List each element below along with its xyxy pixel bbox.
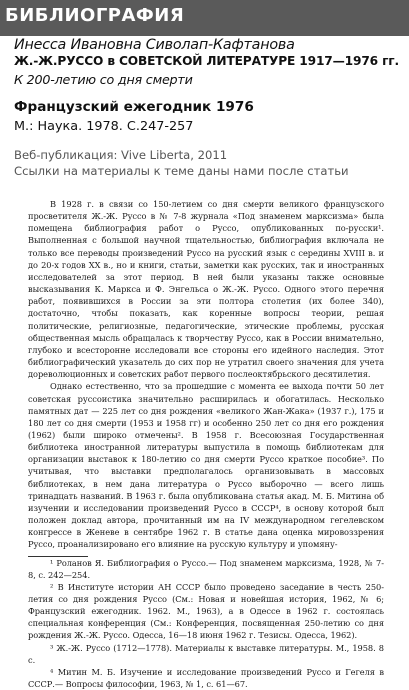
footnote: ¹ Роланов Я. Библиография о Руссо.— Под знаменем марксизма, 1928, № 7-8, с. 242—254. (28, 557, 384, 580)
banner-title: БИБЛИОГРАФИЯ (5, 5, 185, 26)
references-note: Ссылки на материалы к теме даны нами после статьи (14, 164, 349, 178)
section-banner (0, 0, 409, 36)
footnote: ⁴ Митин М. Б. Изучение и исследование произведений Руссо и Гегеля в СССР.— Вопросы философии, 1963, № 1, с. 61—67. (28, 666, 384, 690)
scanned-article-body (28, 198, 384, 690)
article-paragraph: Однако естественно, что за прошедшие с момента ее выхода почти 50 лет советская руссоистика значительно расширилась и обогатилась. Несколько памятных дат — 225 лет со дня рождения «великого Жан-Жака» (1937 г.), 175 и 180 лет со дня смерти (1953 и 1958 гг) и особенно 250 лет со дня его рождения (1962) были широко отмечены². В 1958 г. Всесоюзная Государственная библиотека иностранной литературы выпустила в помощь библиотекам для организации выставок к 180-летию со дня смерти Руссо краткое пособие³. По учитывая, что выставки предполагалось организовывать в массовых библиотеках, в нем дана литература о Руссо выборочно — всего лишь тринадцать названий. В 1963 г. была опубликована статья акад. М. Б. Митина об изучении и исследовании произведений Руссо в СССР⁴, в основу которой был положен доклад автора, прочитанный им на IV международном гегелевском конгрессе в Женеве в сентябре 1962 г. В статье дана оценка мировоззрения Руссо, проанализировано его влияние на русскую культуру и упомяну- (28, 381, 384, 550)
footnote: ³ Ж.-Ж. Руссо (1712—1778). Материалы к выставке литературы. М., 1958. 8 с. (28, 642, 384, 665)
article-title: Ж.-Ж.РУССО в СОВЕТСКОЙ ЛИТЕРАТУРЕ 1917—1976 гг. (14, 54, 399, 68)
web-publication-note: Веб-публикация: Vive Liberta, 2011 (14, 148, 228, 162)
article-subtitle: К 200-летию со дня смерти (14, 72, 193, 87)
journal-name: Французский ежегодник 1976 (14, 99, 254, 115)
article-paragraph: В 1928 г. в связи со 150-летием со дня смерти великого французского просветителя Ж.-Ж. Руссо в № 7-8 журнала «Под знаменем марксизма» была помещена библиография работ о Руссо, опубликованных по-русски¹. Выполненная с большой научной тщательностью, библиография включала не только все переводы произведений Руссо на русский язык с середины XVIII в. и до 20-х годов XX в., но и книги, статьи, заметки как русских, так и иностранных исследователей за этот период. В ней были указаны также основные высказывания К. Маркса и Ф. Энгельса о Ж.-Ж. Руссо. Одного этого перечня работ, появившихся в России за эти полтора столетия (их более 340), достаточно, чтобы показать, как коренные вопросы теории, решая политические, религиозные, педагогические, этические проблемы, русская общественная мысль обращалась к творчеству Руссо, как в России внимательно, глубоко и всесторонне исследовали все стороны его идейного наследия. Этот библиографический указатель до сих пор не утратил своего значения для учета дореволюционных и советских работ первого послеоктябрьского десятилетия. (28, 199, 384, 380)
publication-info: М.: Наука. 1978. С.247-257 (14, 119, 194, 134)
author-name: Инесса Ивановна Сиволап-Кафтанова (14, 37, 295, 53)
footnote: ² В Институте истории АН СССР было проведено заседание в честь 250-летия со дня рождения Руссо (См.: Новая и новейшая история, 1962, № 6; Французский ежегодник. 1962. М., 1963), а в Одессе в 1962 г. состоялась специальная конференция (См.: Конференция, посвященная 250-летию со дня рождения Ж.-Ж. Руссо. Одесса, 16—18 июня 1962 г. Тезисы. Одесса, 1962). (28, 581, 384, 641)
